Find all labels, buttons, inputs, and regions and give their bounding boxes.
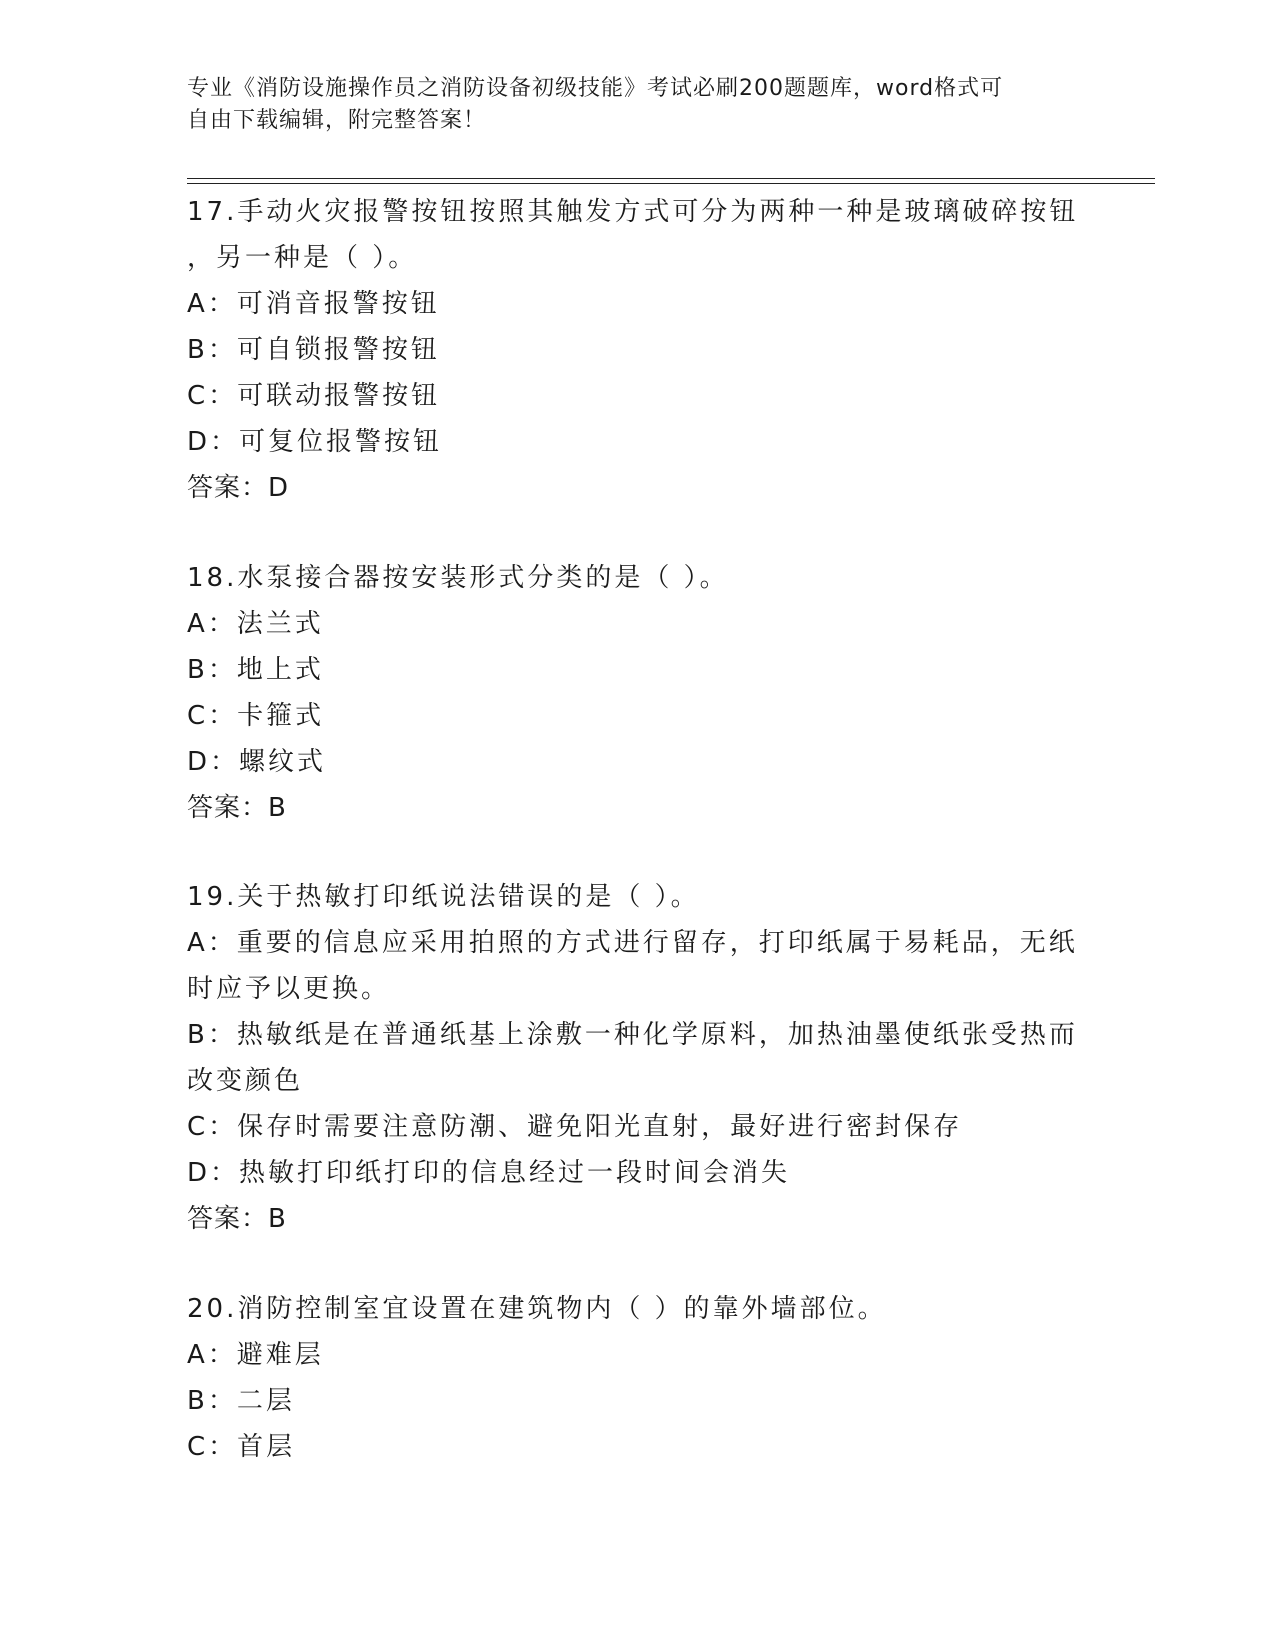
option-c: C：卡箍式 xyxy=(187,701,325,731)
option-b-continued: 改变颜色 xyxy=(187,1066,304,1096)
option-a-continued: 时应予以更换。 xyxy=(187,974,391,1004)
question-19 xyxy=(187,874,1087,1242)
header-divider-bottom xyxy=(187,183,1155,184)
document-header xyxy=(187,73,1067,137)
option-a: A：避难层 xyxy=(187,1340,324,1370)
option-d: D：热敏打印纸打印的信息经过一段时间会消失 xyxy=(187,1158,791,1188)
option-d: D：可复位报警按钮 xyxy=(187,427,443,457)
option-d: D：螺纹式 xyxy=(187,747,327,777)
answer-line: 答案：D xyxy=(187,473,290,503)
answer-line: 答案：B xyxy=(187,793,287,823)
question-17 xyxy=(187,189,1087,511)
option-b: B：地上式 xyxy=(187,655,324,685)
header-line-1: 专业《消防设施操作员之消防设备初级技能》考试必刷200题题库，word格式可 xyxy=(187,76,1004,101)
question-20 xyxy=(187,1286,1087,1470)
answer-line: 答案：B xyxy=(187,1204,287,1234)
option-b: B：二层 xyxy=(187,1386,295,1416)
header-divider-top xyxy=(187,178,1155,179)
option-c: C：保存时需要注意防潮、避免阳光直射，最好进行密封保存 xyxy=(187,1112,963,1142)
option-a: A：可消音报警按钮 xyxy=(187,289,440,319)
option-b: B：可自锁报警按钮 xyxy=(187,335,440,365)
question-stem: ，另一种是（ ）。 xyxy=(187,243,418,273)
question-18 xyxy=(187,555,1087,831)
question-stem: 18.水泵接合器按安装形式分类的是（ ）。 xyxy=(187,563,729,593)
question-stem: 17.手动火灾报警按钮按照其触发方式可分为两种一种是玻璃破碎按钮 xyxy=(187,197,1079,227)
option-b: B：热敏纸是在普通纸基上涂敷一种化学原料，加热油墨使纸张受热而 xyxy=(187,1020,1078,1050)
question-stem: 19.关于热敏打印纸说法错误的是（ ）。 xyxy=(187,882,700,912)
option-c: C：首层 xyxy=(187,1432,296,1462)
header-line-2: 自由下载编辑，附完整答案！ xyxy=(187,108,487,133)
option-c: C：可联动报警按钮 xyxy=(187,381,441,411)
question-stem: 20.消防控制室宜设置在建筑物内（ ）的靠外墙部位。 xyxy=(187,1294,887,1324)
option-a: A：法兰式 xyxy=(187,609,324,639)
option-a: A：重要的信息应采用拍照的方式进行留存，打印纸属于易耗品，无纸 xyxy=(187,928,1078,958)
